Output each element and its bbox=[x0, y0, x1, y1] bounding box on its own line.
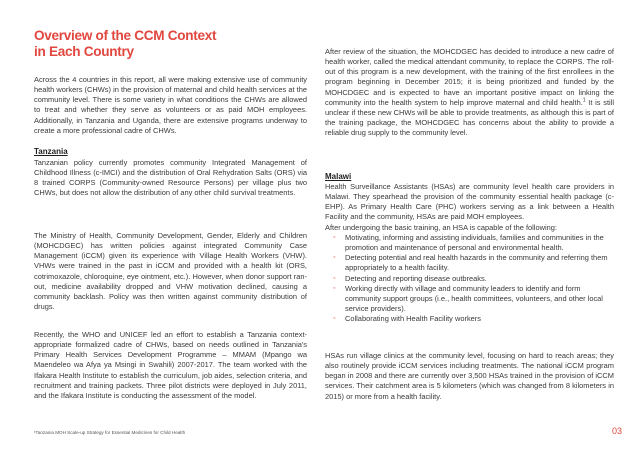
list-item: ◦ Detecting and reporting disease outbreaks. bbox=[333, 273, 487, 283]
malawi-heading: Malawi bbox=[325, 172, 352, 181]
footnote: ¹Tanzania MOH Scale-up Strategy for Essential Medicines for Child Health bbox=[34, 430, 186, 435]
bullet-icon: ◦ bbox=[333, 234, 336, 241]
page-title-line-1: Overview of the CCM Context bbox=[34, 28, 217, 43]
tanzania-paragraph-1: Tanzanian policy currently promotes community Integrated Management of Childhood Illness (c-IMCI) and the distribution of Oral Rehydration Salts (ORS) via 8 trained CORPS (Community-owned Resource Persons) per village plus two CHWs, but does not allow the distribution of any other child survival treatments. bbox=[34, 158, 307, 198]
tanzania-paragraph-2: The Ministry of Health, Community Development, Gender, Elderly and Children (MOHCDGEC) has written policies against integrated Community Case Management (iCCM) given its experience with Village Health Workers (VHW). VHWs were trained in the past in iCCM and provided with a health kit (ORS, cotrimoxazole, chloroquine, eye ointment, etc.). However, when donor support ran-out, medicine availability dropped and VHW motivation declined, causing a community backlash. Policy was then written against community distribution of drugs. bbox=[34, 231, 307, 312]
page-number: 03 bbox=[611, 426, 622, 436]
tanzania-continued-text: After review of the situation, the MOHCDGEC has decided to introduce a new cadre of health worker, called the medical attendant community, to replace the CORPS. The roll-out of this program is a new development, with the training of the first enrollees in the program beginning in December 2015; it is being prioritized and funded by the MOHCDGEC and is expected to have an important positive impact on linking the community into the health system to help improve maternal and child health. bbox=[325, 47, 614, 107]
bullet-icon: ◦ bbox=[333, 315, 336, 323]
list-item: ◦ Motivating, informing and assisting individuals, families and communities in the promotion and maintenance of personal and environmental health. bbox=[333, 233, 604, 253]
malawi-paragraph-2: After undergoing the basic training, an HSA is capable of the following: bbox=[325, 223, 557, 232]
tanzania-heading: Tanzania bbox=[34, 147, 68, 156]
malawi-capabilities-list bbox=[325, 233, 614, 324]
list-item: ◦ Working directly with village and community leaders to identify and form community support groups (i.e., health committees, volunteers, and other local service providers). bbox=[333, 283, 603, 314]
tanzania-continued-text-2: It is still unclear if these new CHWs will be able to provide treatments, as although this is part of the training package, the MOHCDGEC has concerns about the ability to provide a reliable drug supply to the community level. bbox=[325, 97, 614, 138]
bullet-icon: ◦ bbox=[333, 284, 336, 292]
intro-paragraph: Across the 4 countries in this report, all were making extensive use of community health workers (CHWs) in the provision of maternal and child health services at the community level. There is some variety in what conditions the CHWs are allowed to treat and whether they serve as volunteers or as paid MOH employees. Additionally, in Tanzania and Uganda, there are extensive programs underway to create a more professional cadre of CHWs. bbox=[34, 75, 307, 135]
bullet-icon: ◦ bbox=[333, 254, 336, 262]
malawi-paragraph-1: Health Surveillance Assistants (HSAs) are community level health care providers in Malawi. They spearhead the provision of the community essential health package (c-EHP). As Primary Health Care (PHC) workers serving as a link between a Health Facility and the community, HSAs are paid MOH employees. bbox=[325, 182, 614, 222]
list-item: ◦ Detecting potential and real health hazards in the community and referring them appropriately to a health facility. bbox=[333, 253, 608, 273]
page-title-line-2: in Each Country bbox=[34, 43, 134, 59]
list-item: ◦ Collaborating with Health Facility workers bbox=[333, 314, 481, 324]
bullet-icon: ◦ bbox=[333, 274, 336, 282]
tanzania-continued-paragraph bbox=[325, 47, 614, 138]
footnote-marker: 1 bbox=[582, 97, 586, 104]
page-title bbox=[34, 28, 304, 59]
tanzania-paragraph-3: Recently, the WHO and UNICEF led an effort to establish a Tanzania context-appropriate formalized cadre of CHWs, based on needs outlined in Tanzania's Primary Health Services Development Programme – MMAM (Mpango wa Maendeleo wa Afya ya Msingi in Swahili) 2007-2017. The team worked with the Ifakara Health Institute to establish the curriculum, job aides, selection criteria, and recruitment and training packets. Three pilot districts were deployed in July 2011, and the Ifakara Institute is conducting the assessment of the model. bbox=[34, 330, 307, 400]
malawi-paragraph-3: HSAs run village clinics at the community level, focusing on hard to reach areas; they also routinely provide iCCM services including treatments. The national iCCM program began in 2008 and there are currently over 3,500 HSAs trained in the provision of iCCM services. Their catchment area is 5 kilometers (which was changed from 8 kilometers in 2015) or more from a health facility. bbox=[325, 351, 614, 401]
